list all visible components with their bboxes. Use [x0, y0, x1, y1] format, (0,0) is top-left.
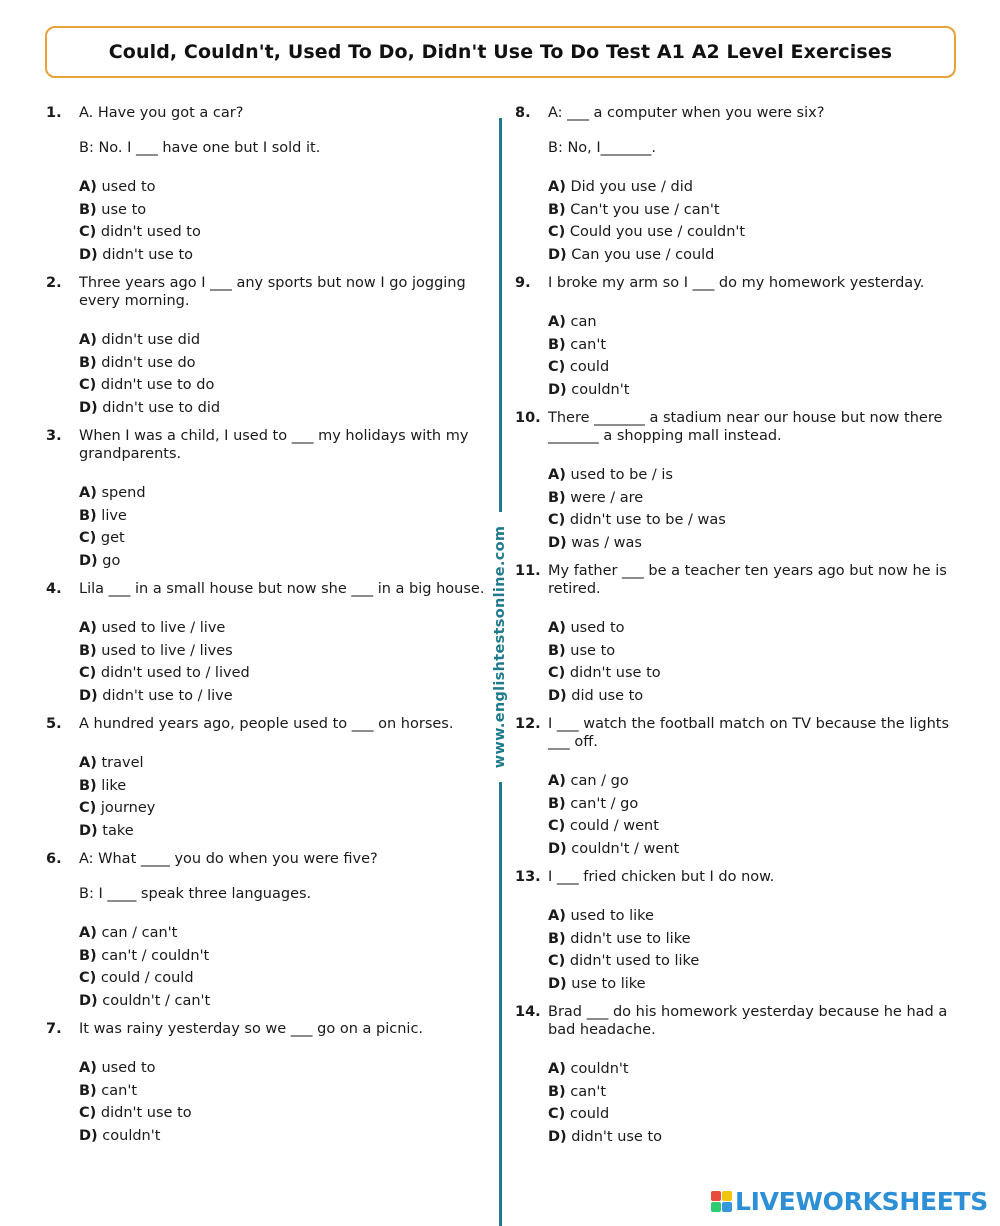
question-number: 11. — [515, 563, 541, 579]
answer-options — [548, 464, 955, 554]
question-text: My father ___ be a teacher ten years ago but now he is retired. — [548, 563, 947, 597]
question-number: 4. — [46, 581, 62, 597]
option-text: didn't use did — [101, 332, 201, 348]
option-letter: B) — [79, 947, 97, 964]
answer-option[interactable] — [79, 797, 491, 820]
question-1 — [46, 104, 491, 266]
answer-options — [79, 482, 491, 572]
option-text: could — [569, 359, 610, 375]
option-text: like — [101, 777, 127, 794]
answer-option[interactable] — [548, 244, 955, 267]
answer-option[interactable] — [548, 973, 955, 996]
answer-option[interactable] — [79, 199, 491, 222]
question-text: Brad ___ do his homework yesterday because he had a bad headache. — [548, 1004, 948, 1038]
question-row — [515, 868, 955, 886]
answer-option[interactable] — [79, 352, 491, 375]
column-divider-top — [499, 118, 502, 512]
option-letter: D) — [548, 381, 567, 398]
option-text: did use to — [571, 687, 644, 704]
question-row — [46, 104, 491, 122]
option-text: used to — [101, 179, 156, 195]
option-text: take — [102, 822, 134, 839]
question-row — [46, 1020, 491, 1038]
option-text: can't — [101, 1082, 138, 1099]
question-subtext: B: I ____ speak three languages. — [79, 886, 312, 902]
answer-option[interactable] — [79, 374, 491, 397]
answer-option[interactable] — [548, 838, 955, 861]
option-letter: A) — [79, 179, 97, 195]
answer-option[interactable] — [79, 482, 491, 505]
option-letter: B) — [79, 354, 97, 371]
answer-option[interactable] — [79, 945, 491, 968]
option-text: can / go — [570, 773, 629, 789]
answer-options — [79, 617, 491, 707]
option-letter: C) — [79, 800, 97, 816]
title-box — [45, 26, 956, 78]
answer-option[interactable] — [79, 244, 491, 267]
answer-option[interactable] — [79, 329, 491, 352]
option-text: use to — [570, 642, 616, 659]
option-text: Can't you use / can't — [570, 201, 720, 218]
option-text: used to — [101, 1060, 156, 1076]
option-text: couldn't / can't — [102, 992, 211, 1009]
answer-options — [79, 176, 491, 266]
option-text: was / was — [571, 534, 642, 551]
option-text: spend — [101, 485, 146, 501]
option-text: can / can't — [101, 925, 178, 941]
answer-option[interactable] — [548, 509, 955, 532]
answer-option[interactable] — [548, 950, 955, 973]
option-text: Can you use / could — [571, 246, 715, 263]
question-number: 9. — [515, 275, 531, 291]
answer-option[interactable] — [548, 532, 955, 555]
option-text: could / went — [569, 818, 659, 834]
option-text: journey — [100, 800, 156, 816]
column-divider-bottom — [499, 782, 502, 1226]
option-text: didn't use to be / was — [569, 512, 726, 528]
question-number: 14. — [515, 1004, 541, 1020]
question-number: 7. — [46, 1021, 62, 1037]
question-row — [515, 409, 955, 445]
left-column — [46, 104, 491, 1155]
answer-option[interactable] — [548, 685, 955, 708]
option-letter: A) — [79, 1060, 97, 1076]
option-letter: B) — [79, 201, 97, 218]
option-text: could — [569, 1106, 610, 1122]
question-text: A. Have you got a car? — [79, 105, 244, 121]
brand-name: LIVEWORKSHEETS — [734, 1187, 988, 1216]
option-text: didn't use to like — [570, 930, 691, 947]
watermark-url: www.englishtestsonline.com — [492, 525, 508, 769]
option-text: didn't use to / live — [102, 687, 233, 704]
question-number: 8. — [515, 105, 531, 121]
answer-option[interactable] — [79, 685, 491, 708]
logo-square-green — [711, 1202, 721, 1212]
option-letter: C) — [79, 665, 97, 681]
answer-option[interactable] — [79, 662, 491, 685]
option-letter: D) — [79, 992, 98, 1009]
question-row — [46, 427, 491, 463]
option-letter: A) — [79, 332, 97, 348]
answer-option[interactable] — [548, 464, 955, 487]
option-letter: C) — [79, 970, 97, 986]
answer-option[interactable] — [548, 1058, 955, 1081]
option-letter: C) — [79, 1105, 97, 1121]
question-10 — [515, 409, 955, 554]
option-text: used to like — [570, 908, 654, 924]
answer-option[interactable] — [79, 176, 491, 199]
answer-options — [548, 311, 955, 401]
option-letter: D) — [79, 552, 98, 569]
answer-option[interactable] — [548, 928, 955, 951]
option-letter: D) — [79, 246, 98, 263]
question-8 — [515, 104, 955, 266]
question-row — [515, 104, 955, 122]
question-row — [515, 274, 955, 292]
answer-option[interactable] — [79, 640, 491, 663]
option-letter: C) — [79, 224, 97, 240]
option-text: used to live / lives — [101, 642, 233, 659]
option-letter: A) — [79, 755, 97, 771]
option-text: didn't used to / lived — [100, 665, 250, 681]
option-text: couldn't / went — [571, 840, 680, 857]
answer-option[interactable] — [79, 1080, 491, 1103]
question-number: 3. — [46, 428, 62, 444]
question-text: I ___ watch the football match on TV because the lights ___ off. — [548, 716, 950, 750]
option-letter: B) — [548, 930, 566, 947]
question-row — [46, 850, 491, 868]
option-letter: D) — [79, 1127, 98, 1144]
option-text: couldn't — [571, 381, 630, 398]
option-text: didn't use do — [101, 354, 196, 371]
option-text: go — [102, 552, 121, 569]
option-text: were / are — [570, 489, 644, 506]
answer-options — [548, 905, 955, 995]
option-text: didn't use to — [102, 246, 194, 263]
option-letter: A) — [548, 1061, 566, 1077]
option-letter: D) — [548, 687, 567, 704]
right-column — [515, 104, 955, 1156]
question-9 — [515, 274, 955, 401]
question-3 — [46, 427, 491, 572]
option-text: didn't used to like — [569, 953, 700, 969]
answer-option[interactable] — [548, 379, 955, 402]
option-letter: A) — [548, 314, 566, 330]
question-row — [515, 562, 955, 598]
answer-option[interactable] — [79, 505, 491, 528]
question-number: 1. — [46, 105, 62, 121]
question-4 — [46, 580, 491, 707]
question-row — [46, 274, 491, 310]
option-letter: C) — [548, 512, 566, 528]
question-14 — [515, 1003, 955, 1148]
answer-options — [79, 329, 491, 419]
option-text: travel — [101, 755, 144, 771]
option-letter: A) — [548, 620, 566, 636]
logo-square-blue — [722, 1202, 732, 1212]
option-letter: B) — [548, 201, 566, 218]
option-text: didn't use to do — [100, 377, 215, 393]
question-row — [46, 715, 491, 733]
option-letter: C) — [548, 359, 566, 375]
question-number: 2. — [46, 275, 62, 291]
option-text: can't — [570, 1083, 607, 1100]
question-subtext: B: No, I_______. — [548, 140, 657, 156]
answer-options — [548, 770, 955, 860]
question-text: Lila ___ in a small house but now she ___ in a big house. — [79, 581, 485, 597]
answer-option[interactable] — [79, 752, 491, 775]
answer-option[interactable] — [548, 640, 955, 663]
answer-option[interactable] — [548, 793, 955, 816]
answer-option[interactable] — [79, 1102, 491, 1125]
option-letter: D) — [79, 399, 98, 416]
option-letter: A) — [79, 620, 97, 636]
answer-options — [79, 1057, 491, 1147]
option-text: get — [100, 530, 125, 546]
answer-option[interactable] — [548, 176, 955, 199]
answer-option[interactable] — [548, 221, 955, 244]
option-letter: B) — [79, 1082, 97, 1099]
option-letter: D) — [548, 1128, 567, 1145]
option-text: used to live / live — [101, 620, 226, 636]
option-letter: D) — [79, 822, 98, 839]
question-2 — [46, 274, 491, 419]
option-letter: D) — [548, 975, 567, 992]
page-title: Could, Couldn't, Used To Do, Didn't Use To Do Test A1 A2 Level Exercises — [108, 41, 893, 63]
answer-option[interactable] — [548, 662, 955, 685]
option-letter: D) — [548, 534, 567, 551]
option-letter: B) — [79, 507, 97, 524]
question-text: I ___ fried chicken but I do now. — [548, 869, 775, 885]
question-row — [515, 1003, 955, 1039]
option-letter: C) — [548, 665, 566, 681]
option-text: use to like — [571, 975, 646, 992]
question-7 — [46, 1020, 491, 1147]
option-text: didn't use to — [571, 1128, 663, 1145]
question-number: 13. — [515, 869, 541, 885]
answer-option[interactable] — [79, 1057, 491, 1080]
answer-option[interactable] — [79, 221, 491, 244]
option-letter: D) — [548, 840, 567, 857]
option-text: live — [101, 507, 127, 524]
option-text: Did you use / did — [570, 179, 693, 195]
option-letter: C) — [548, 224, 566, 240]
option-letter: A) — [79, 925, 97, 941]
question-text: It was rainy yesterday so we ___ go on a picnic. — [79, 1021, 424, 1037]
question-number: 5. — [46, 716, 62, 732]
option-text: used to be / is — [570, 467, 673, 483]
answer-options — [548, 1058, 955, 1148]
answer-options — [79, 922, 491, 1012]
option-letter: D) — [548, 246, 567, 263]
liveworksheets-brand[interactable] — [711, 1187, 988, 1216]
answer-option[interactable] — [548, 334, 955, 357]
option-letter: C) — [548, 818, 566, 834]
option-letter: B) — [548, 336, 566, 353]
logo-square-yellow — [722, 1191, 732, 1201]
option-letter: A) — [548, 773, 566, 789]
option-letter: B) — [548, 642, 566, 659]
answer-option[interactable] — [548, 815, 955, 838]
answer-option[interactable] — [79, 990, 491, 1013]
option-letter: C) — [548, 953, 566, 969]
option-text: didn't use to — [100, 1105, 192, 1121]
answer-options — [79, 752, 491, 842]
option-text: can't — [570, 336, 607, 353]
option-letter: B) — [548, 795, 566, 812]
question-13 — [515, 868, 955, 995]
question-number: 12. — [515, 716, 541, 732]
answer-option[interactable] — [548, 770, 955, 793]
answer-options — [548, 176, 955, 266]
option-text: can — [570, 314, 597, 330]
question-row — [46, 580, 491, 598]
answer-option[interactable] — [548, 1126, 955, 1149]
option-letter: B) — [79, 777, 97, 794]
option-text: can't / couldn't — [101, 947, 210, 964]
option-text: didn't use to did — [102, 399, 221, 416]
answer-option[interactable] — [79, 820, 491, 843]
option-letter: B) — [548, 1083, 566, 1100]
question-text: I broke my arm so I ___ do my homework yesterday. — [548, 275, 925, 291]
question-text: A: ___ a computer when you were six? — [548, 105, 825, 121]
question-12 — [515, 715, 955, 860]
answer-options — [548, 617, 955, 707]
option-text: couldn't — [570, 1061, 629, 1077]
option-text: can't / go — [570, 795, 639, 812]
question-5 — [46, 715, 491, 842]
option-letter: C) — [79, 530, 97, 546]
question-number: 10. — [515, 410, 541, 426]
option-text: use to — [101, 201, 147, 218]
answer-option[interactable] — [79, 1125, 491, 1148]
answer-option[interactable] — [79, 617, 491, 640]
question-text: When I was a child, I used to ___ my holidays with my grandparents. — [79, 428, 469, 462]
answer-option[interactable] — [548, 311, 955, 334]
question-number: 6. — [46, 851, 62, 867]
question-text: There _______ a stadium near our house but now there _______ a shopping mall instead. — [548, 410, 943, 444]
option-letter: A) — [548, 908, 566, 924]
option-letter: A) — [548, 467, 566, 483]
answer-option[interactable] — [79, 527, 491, 550]
answer-option[interactable] — [548, 617, 955, 640]
option-letter: B) — [79, 642, 97, 659]
answer-option[interactable] — [79, 397, 491, 420]
answer-option[interactable] — [548, 199, 955, 222]
logo-square-red — [711, 1191, 721, 1201]
answer-option[interactable] — [548, 1103, 955, 1126]
option-letter: A) — [548, 179, 566, 195]
option-text: couldn't — [102, 1127, 161, 1144]
option-letter: B) — [548, 489, 566, 506]
question-text: A: What ____ you do when you were five? — [79, 851, 378, 867]
liveworksheets-logo-icon — [711, 1191, 732, 1212]
option-letter: A) — [79, 485, 97, 501]
question-row — [515, 715, 955, 751]
question-text: A hundred years ago, people used to ___ on horses. — [79, 716, 454, 732]
answer-option[interactable] — [548, 905, 955, 928]
option-text: Could you use / couldn't — [569, 224, 746, 240]
answer-option[interactable] — [79, 922, 491, 945]
question-subtext: B: No. I ___ have one but I sold it. — [79, 140, 321, 156]
answer-option[interactable] — [548, 1081, 955, 1104]
option-letter: C) — [79, 377, 97, 393]
option-text: didn't use to — [569, 665, 661, 681]
answer-option[interactable] — [79, 550, 491, 573]
answer-option[interactable] — [548, 487, 955, 510]
option-letter: D) — [79, 687, 98, 704]
option-text: didn't used to — [100, 224, 201, 240]
question-text: Three years ago I ___ any sports but now I go jogging every morning. — [79, 275, 466, 309]
option-text: could / could — [100, 970, 194, 986]
answer-option[interactable] — [79, 967, 491, 990]
question-6 — [46, 850, 491, 1012]
option-letter: C) — [548, 1106, 566, 1122]
question-11 — [515, 562, 955, 707]
answer-option[interactable] — [79, 775, 491, 798]
option-text: used to — [570, 620, 625, 636]
answer-option[interactable] — [548, 356, 955, 379]
